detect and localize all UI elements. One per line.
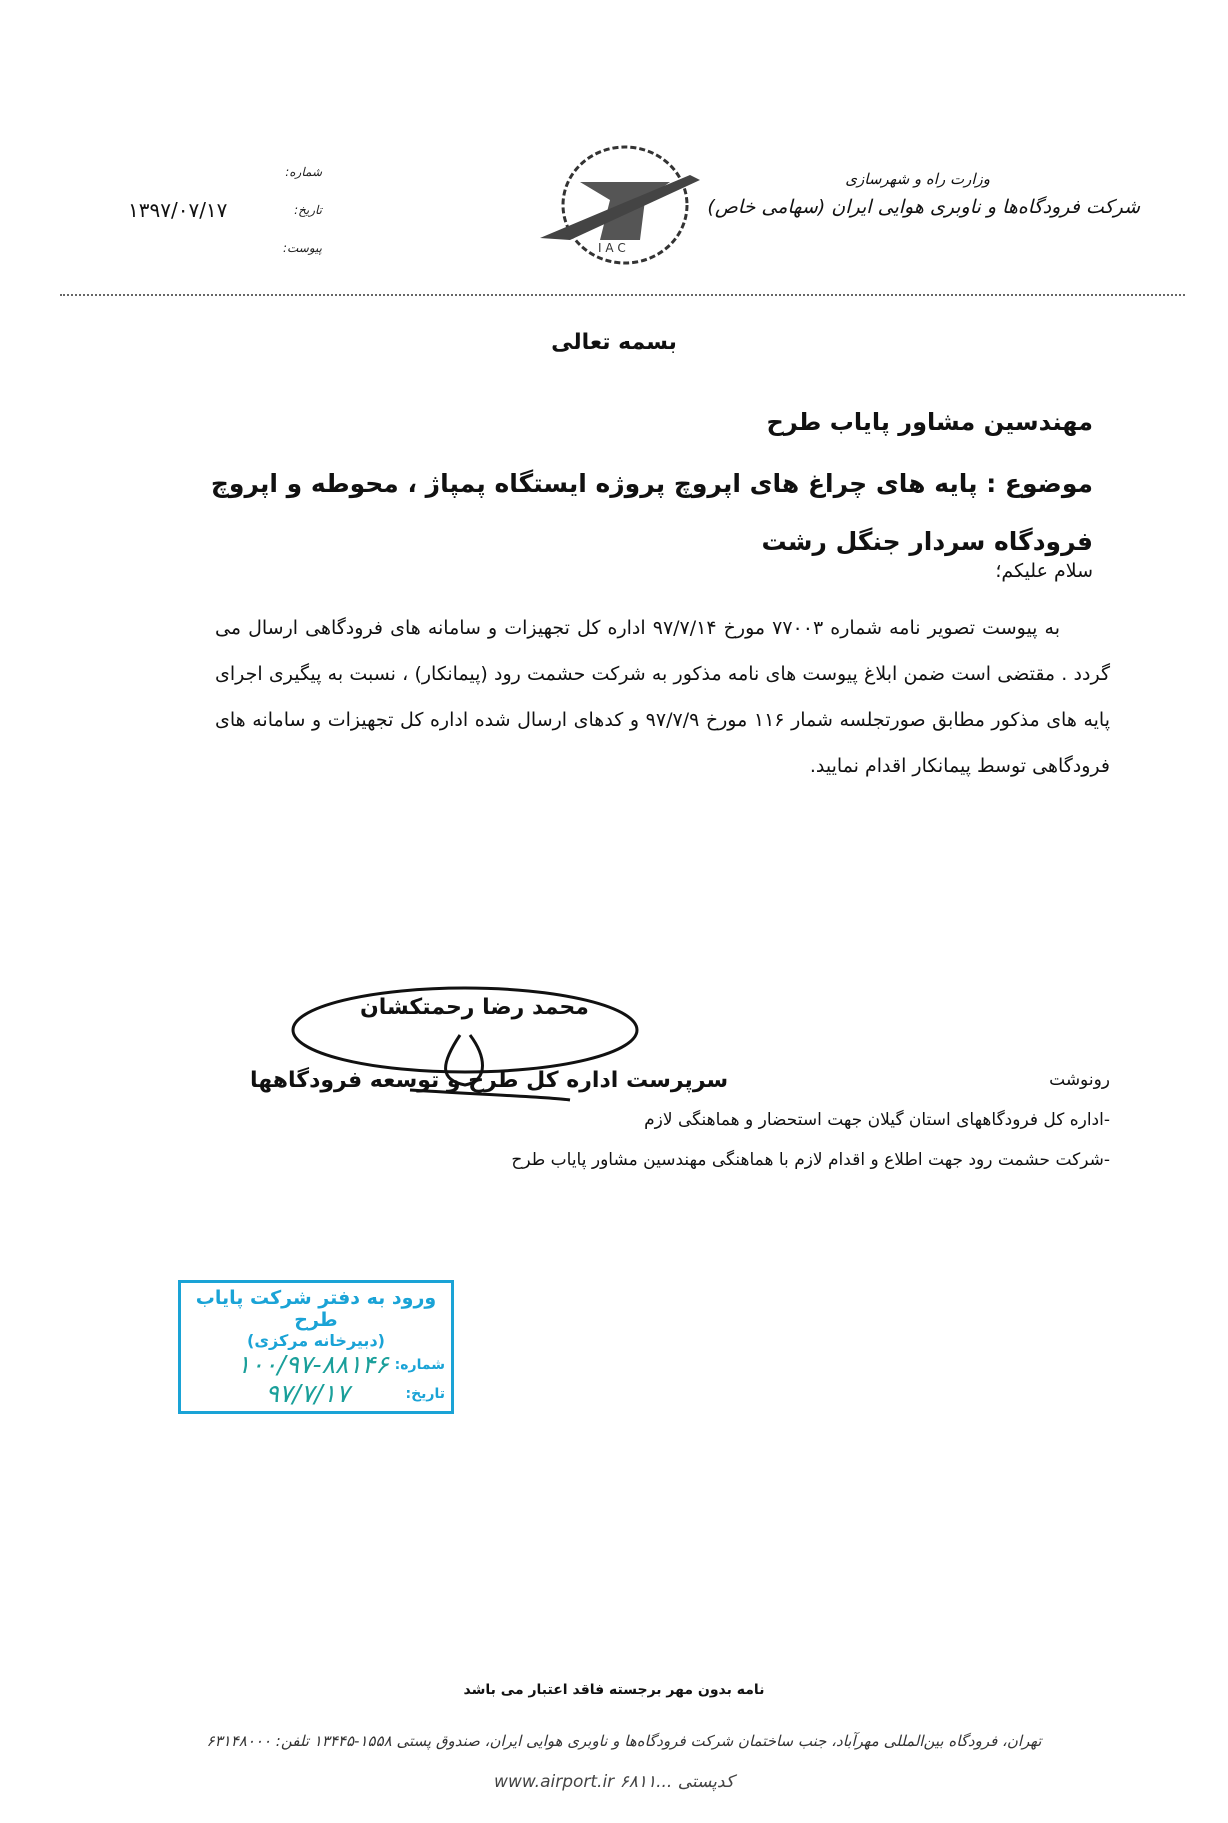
stamp-number-label: شماره: — [394, 1356, 445, 1373]
stamp-date-label: تاریخ: — [405, 1385, 445, 1402]
cc-item: -شرکت حشمت رود جهت اطلاع و اقدام لازم با هماهنگی مهندسین مشاور پایاب طرح — [511, 1150, 1110, 1170]
stamp-number-value: ۱۰۰/۹۷-۸۸۱۴۶ — [236, 1350, 389, 1379]
salutation: سلام علیکم؛ — [995, 560, 1093, 582]
company-logo — [540, 140, 710, 274]
logo-letters: I A C — [598, 241, 626, 255]
letter-body: به پیوست تصویر نامه شماره ۷۷۰۰۳ مورخ ۹۷/۷/۱۴ اداره کل تجهیزات و سامانه های فرودگاهی ارسال می گردد . مقتضی است ضمن ابلاغ پیوست های نامه مذکور به شرکت حشمت رود (پیمانکار) ، نسبت به پیگیری اجرای پایه های مذکور مطابق صورتجلسه شمار ۱۱۶ مورخ ۹۷/۷/۹ و کدهای ارسال شده اداره کل تجهیزات و سامانه های فرودگاهی توسط پیمانکار اقدام نمایید. — [215, 617, 1110, 777]
ministry-name: وزارت راه و شهرسازی — [845, 170, 990, 188]
cc-item: -اداره کل فرودگاههای استان گیلان جهت استحضار و هماهنگی لازم — [644, 1110, 1110, 1130]
attachment-label: پیوست: — [282, 241, 322, 255]
addressee: مهندسین مشاور پایاب طرح — [766, 408, 1093, 436]
footer-address: تهران، فرودگاه بین‌المللی مهرآباد، جنب ساختمان شرکت فرودگاه‌ها و ناوبری هوایی ایران، صندوق پستی ۱۵۵۸-۱۳۴۴۵ تلفن: ۶۳۱۴۸۰۰۰ — [206, 1732, 1042, 1750]
letter-meta-labels — [262, 165, 322, 279]
receipt-stamp — [178, 1280, 454, 1414]
header-divider — [60, 294, 1185, 296]
bismillah: بسمه تعالی — [551, 330, 677, 355]
signatory-name: محمد رضا رحمتکشان — [360, 995, 589, 1020]
letter-date: ۱۳۹۷/۰۷/۱۷ — [128, 198, 228, 222]
stamp-date-value: ۹۷/۷/۱۷ — [265, 1379, 350, 1408]
subject: موضوع : پایه های چراغ های اپروچ پروژه ایستگاه پمپاژ ، محوطه و اپروچ فرودگاه سردار جنگل رشت — [210, 469, 1093, 556]
signatory-title: سرپرست اداره کل طرح و توسعه فرودگاهها — [250, 1068, 729, 1093]
company-name: شرکت فرودگاه‌ها و ناوبری هوایی ایران (سهامی خاص) — [707, 196, 1140, 218]
date-label: تاریخ: — [294, 203, 322, 217]
stamp-subtitle: (دبیرخانه مرکزی) — [247, 1331, 385, 1350]
cc-label: رونوشت — [1049, 1070, 1110, 1090]
stamp-title: ورود به دفتر شرکت پایاب طرح — [195, 1287, 437, 1331]
ministry-header — [707, 170, 1140, 218]
footer-note: نامه بدون مهر برجسته فاقد اعتبار می باشد — [463, 1682, 765, 1698]
footer-website: www.airport.ir ۶۸۱۱... کدپستی — [494, 1772, 734, 1792]
number-label: شماره: — [285, 165, 322, 179]
